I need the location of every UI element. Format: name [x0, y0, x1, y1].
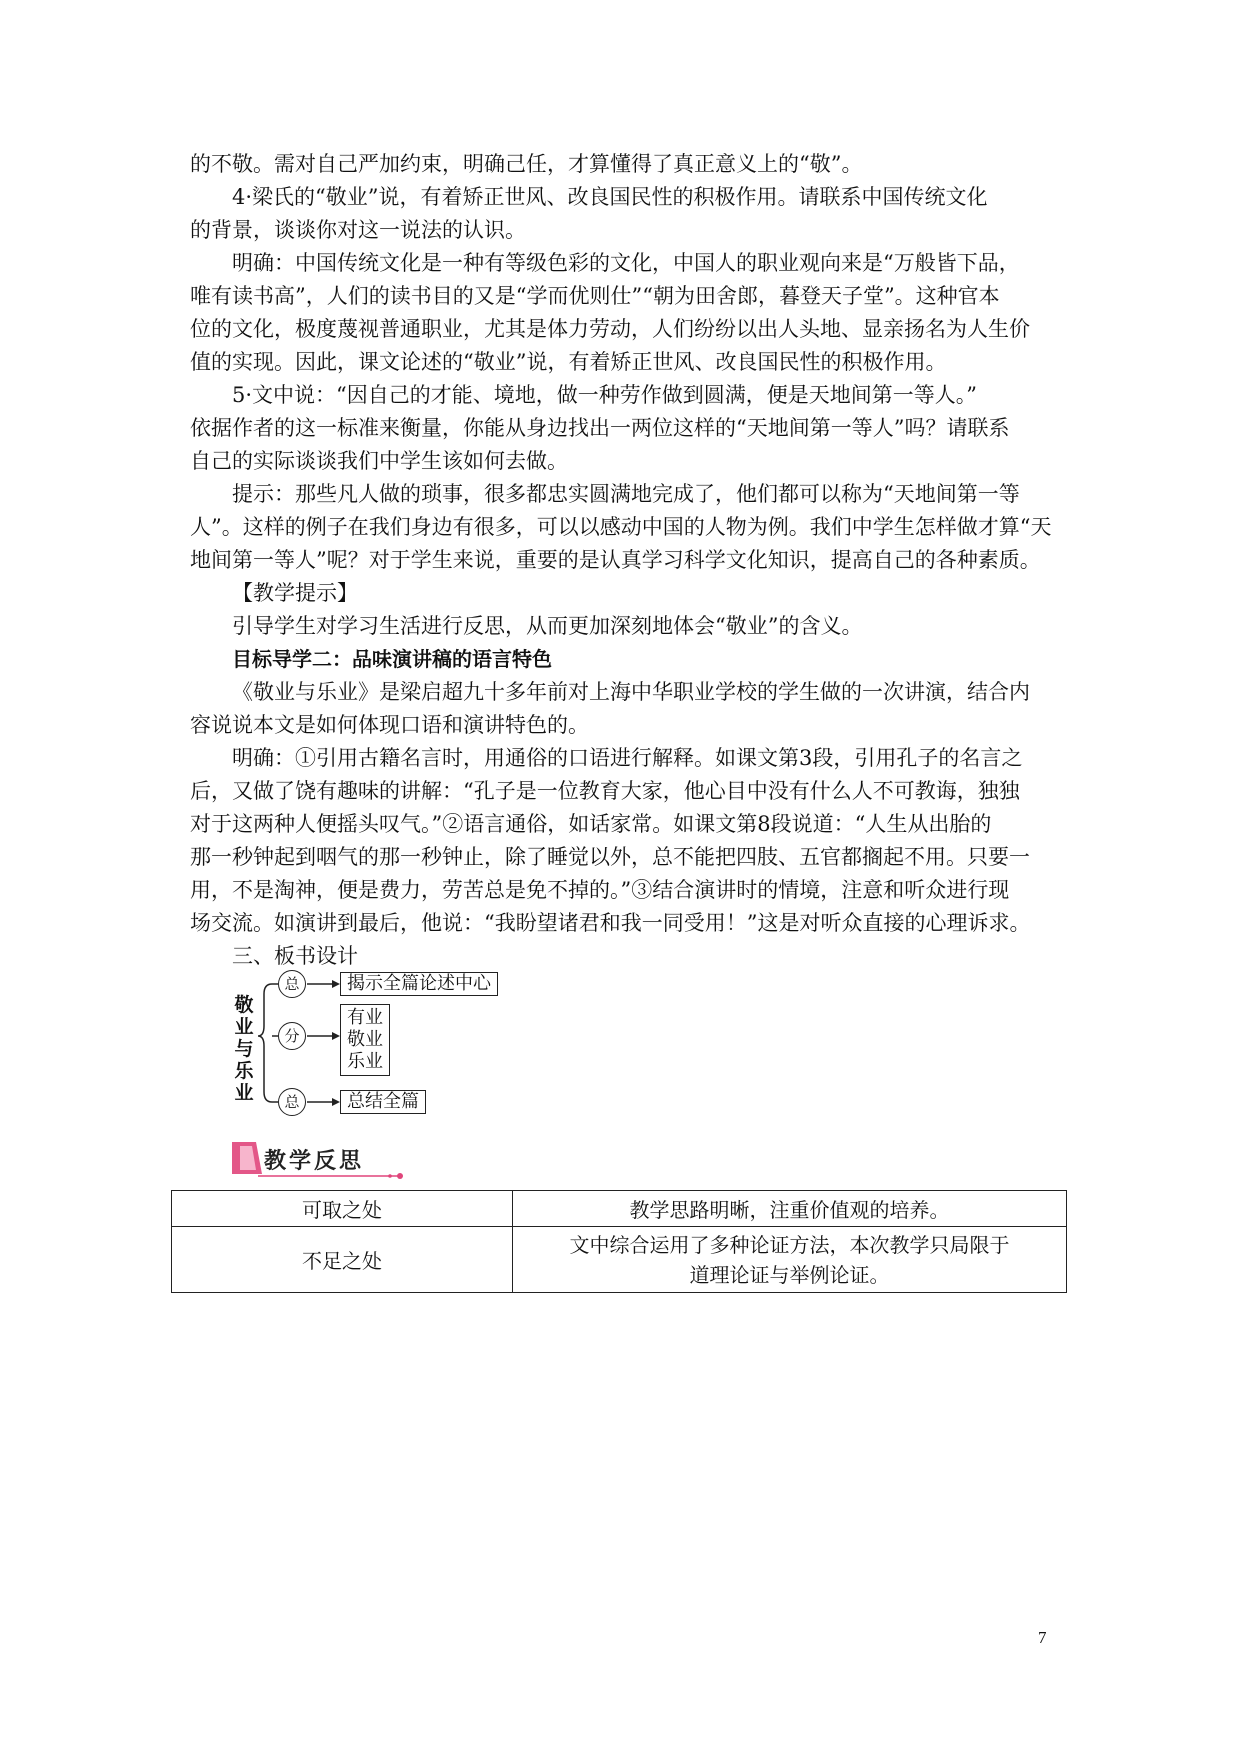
reflection-header — [232, 1140, 412, 1180]
paragraph-line: 4·梁氏的“敬业”说，有着矫正世风、改良国民性的积极作用。请联系中国传统文化 — [232, 185, 988, 209]
paragraph-line: 人”。这样的例子在我们身边有很多，可以以感动中国的人物为例。我们中学生怎样做才算“天 — [190, 515, 1052, 539]
paragraph-line: 位的文化，极度蔑视普通职业，尤其是体力劳动，人们纷纷以出人头地、显亲扬名为人生价 — [190, 317, 1030, 341]
board-circle-total-2: 总 — [278, 1088, 306, 1116]
paragraph-line: 三、板书设计 — [232, 944, 358, 968]
paragraph-line: 自己的实际谈谈我们中学生该如何去做。 — [190, 449, 568, 473]
paragraph-line: 用，不是淘神，便是费力，劳苦总是免不掉的。”③结合演讲时的情境，注意和听众进行现 — [190, 878, 1010, 902]
paragraph-line: 唯有读书高”，人们的读书目的又是“学而优则仕”“朝为田舍郎，暮登天子堂”。这种官本 — [190, 284, 1000, 308]
body-text — [190, 148, 1060, 973]
board-box-central-idea: 揭示全篇论述中心 — [340, 972, 498, 996]
paragraph-line: 【教学提示】 — [232, 581, 358, 605]
board-circle-part: 分 — [278, 1022, 306, 1050]
paragraph-line: 容说说本文是如何体现口语和演讲特色的。 — [190, 713, 589, 737]
paragraph-line: 对于这两种人便摇头叹气。”②语言通俗，如话家常。如课文第8段说道：“人生从出胎的 — [190, 812, 992, 836]
paragraph-line: 引导学生对学习生活进行反思，从而更加深刻地体会“敬业”的含义。 — [232, 614, 863, 638]
paragraph-line: 场交流。如演讲到最后，他说：“我盼望诸君和我一同受用！”这是对听众直接的心理诉求。 — [190, 911, 1031, 935]
paragraph-line: 5·文中说：“因自己的才能、境地，做一种劳作做到圆满，便是天地间第一等人。” — [232, 383, 978, 407]
board-title: 敬 业 与 乐 业 — [234, 994, 254, 1104]
paragraph-line: 的不敬。需对自己严加约束，明确己任，才算懂得了真正意义上的“敬”。 — [190, 152, 863, 176]
reflection-table — [171, 1190, 1067, 1293]
paragraph-line: 地间第一等人”呢？对于学生来说，重要的是认真学习科学文化知识，提高自己的各种素质。 — [190, 548, 1041, 572]
table-row — [172, 1227, 1067, 1293]
paragraph-line: 《敬业与乐业》是梁启超九十多年前对上海中华职业学校的学生做的一次讲演，结合内 — [232, 680, 1030, 704]
board-box-summary: 总结全篇 — [340, 1090, 426, 1114]
paragraph-line: 提示：那些凡人做的琐事，很多都忠实圆满地完成了，他们都可以称为“天地间第一等 — [232, 482, 1020, 506]
board-box-topics: 有业 敬业 乐业 — [340, 1004, 390, 1076]
page-number: 7 — [1038, 1628, 1047, 1647]
paragraph-line: 明确：①引用古籍名言时，用通俗的口语进行解释。如课文第3段，引用孔子的名言之 — [232, 746, 1023, 770]
paragraph-line: 值的实现。因此，课文论述的“敬业”说，有着矫正世风、改良国民性的积极作用。 — [190, 350, 947, 374]
board-circle-total-1: 总 — [278, 970, 306, 998]
section-heading: 目标导学二：品味演讲稿的语言特色 — [232, 647, 552, 671]
table-cell-content: 教学思路明晰，注重价值观的培养。 — [513, 1191, 1067, 1227]
reflection-title: 教学反思 — [264, 1148, 365, 1174]
table-cell-label: 不足之处 — [172, 1227, 513, 1293]
paragraph-line: 那一秒钟起到咽气的那一秒钟止，除了睡觉以外，总不能把四肢、五官都搁起不用。只要一 — [190, 845, 1030, 869]
paragraph-line: 后，又做了饶有趣味的讲解：“孔子是一位教育大家，他心目中没有什么人不可教诲，独独 — [190, 779, 1020, 803]
paragraph-line: 的背景，谈谈你对这一说法的认识。 — [190, 218, 526, 242]
paragraph-line: 依据作者的这一标准来衡量，你能从身边找出一两位这样的“天地间第一等人”吗？请联系 — [190, 416, 1010, 440]
table-cell-label: 可取之处 — [172, 1191, 513, 1227]
board-design-diagram — [228, 966, 528, 1136]
paragraph-line: 明确：中国传统文化是一种有等级色彩的文化，中国人的职业观向来是“万般皆下品， — [232, 251, 1020, 275]
table-row — [172, 1191, 1067, 1227]
table-cell-content: 文中综合运用了多种论证方法，本次教学只局限于 道理论证与举例论证。 — [513, 1227, 1067, 1293]
